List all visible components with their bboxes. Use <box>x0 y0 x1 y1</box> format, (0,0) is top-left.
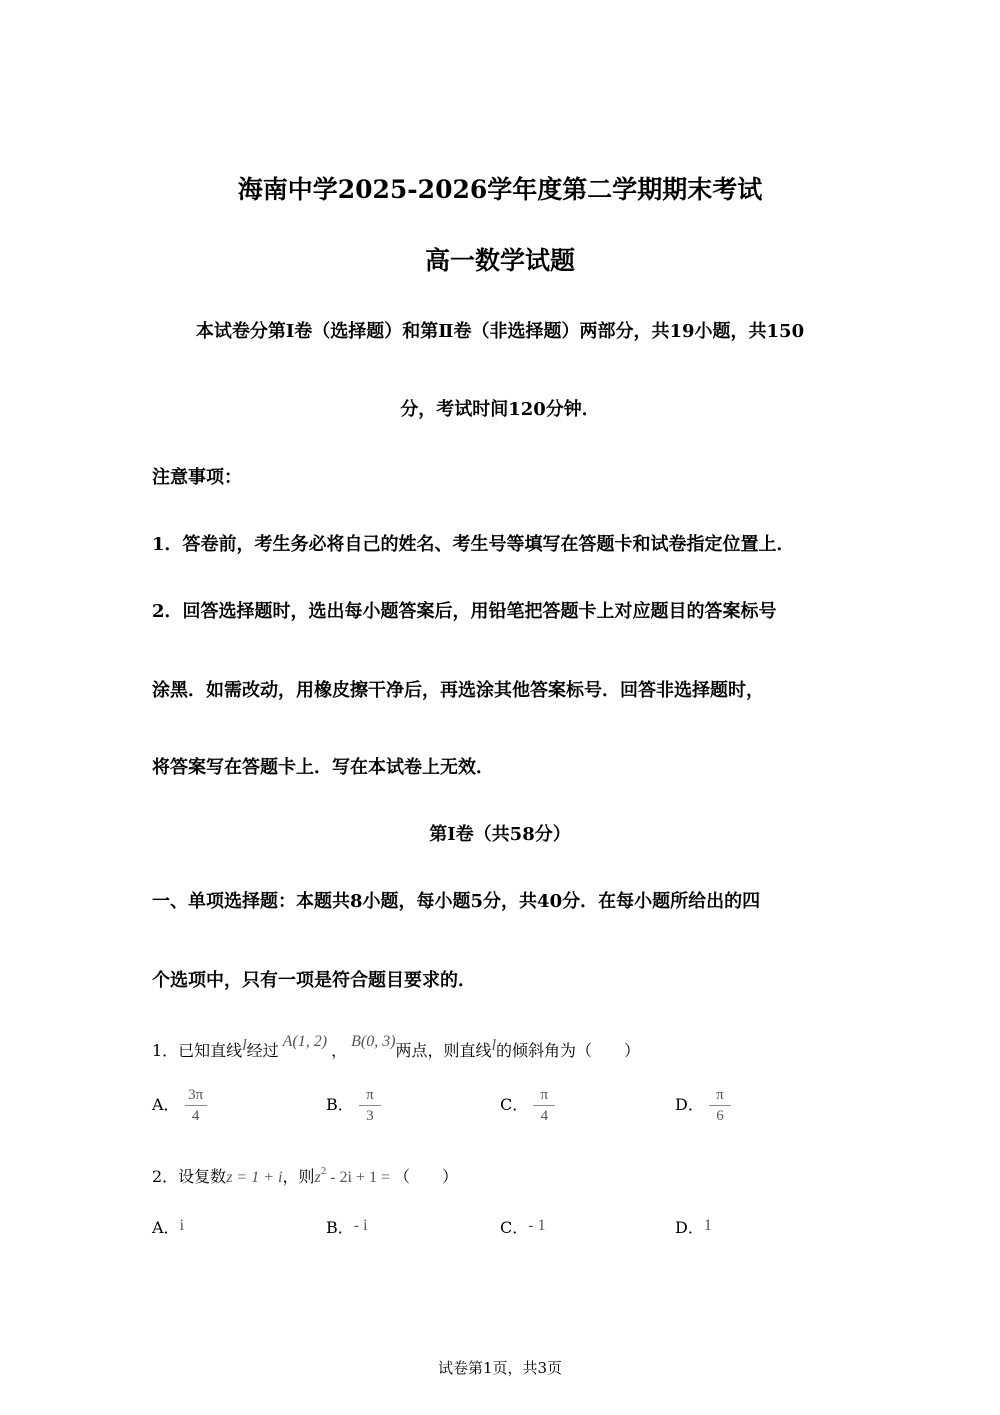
q1-mid1: 经过 <box>246 1041 279 1060</box>
q1-option-b[interactable]: B． $\frac{\pi}{3}$ <box>326 1086 381 1125</box>
notice-heading: 注意事项： <box>152 467 242 488</box>
q2-option-b-value: - i <box>353 1217 368 1234</box>
q1-suffix: 的倾斜角为（ ） <box>496 1041 641 1060</box>
section-instruction-line-1: 一、单项选择题：本题共8小题，每小题5分，共40分．在每小题所给出的四 <box>152 891 761 912</box>
q1-option-b-fraction: $\frac{\pi}{3}$ <box>359 1086 381 1125</box>
q2-expr-2-exp: 2 <box>320 1165 327 1177</box>
q2-expr-2-base: z <box>314 1169 321 1186</box>
q2-option-a-value: i <box>179 1217 185 1234</box>
notice-item-2-line-3: 将答案写在答题卡上．写在本试卷上无效． <box>152 757 494 778</box>
page-title: 海南中学2025-2026学年度第二学期期末考试 <box>237 175 763 204</box>
q2-option-c-value: - 1 <box>528 1217 546 1234</box>
q1-option-d-fraction: $\frac{\pi}{6}$ <box>709 1086 731 1125</box>
q1-option-d[interactable]: D． $\frac{\pi}{6}$ <box>675 1086 731 1125</box>
q1-option-c[interactable]: C． $\frac{\pi}{4}$ <box>500 1086 555 1125</box>
q1-option-a-fraction: $\frac{3\pi}{4}$ <box>185 1086 207 1125</box>
part1-heading: 第Ⅰ卷（共58分） <box>429 824 571 845</box>
q2-expr-1: z = 1 + i <box>226 1169 283 1186</box>
q2-mid: ，则 <box>282 1167 315 1186</box>
question-2-stem <box>152 1164 458 1187</box>
notice-item-1: 1．答卷前，考生务必将自己的姓名、考生号等填写在答题卡和试卷指定位置上． <box>152 534 795 555</box>
q2-option-d-value: 1 <box>703 1217 712 1234</box>
q2-prefix: 2．设复数 <box>152 1167 227 1186</box>
q1-mid2: 两点，则直线 <box>395 1041 492 1060</box>
page-subtitle: 高一数学试题 <box>424 246 575 275</box>
intro-line-1: 本试卷分第Ⅰ卷（选择题）和第Ⅱ卷（非选择题）两部分，共19小题，共150 <box>195 321 805 342</box>
q2-option-b[interactable]: B．- i <box>326 1217 368 1237</box>
q2-option-c[interactable]: C．- 1 <box>500 1217 546 1237</box>
q1-option-a[interactable]: A． $\frac{3\pi}{4}$ <box>152 1086 207 1125</box>
q1-line-symbol-2: l <box>491 1037 497 1054</box>
q1-comma: ， <box>331 1041 348 1060</box>
q2-expr-2-rest: - 2i + 1 = <box>326 1169 395 1186</box>
q2-option-a[interactable]: A．i <box>152 1217 185 1237</box>
q1-point-a: A(1, 2) <box>282 1033 328 1050</box>
notice-item-2-line-2: 涂黑．如需改动，用橡皮擦干净后，再选涂其他答案标号．回答非选择题时， <box>152 680 764 701</box>
q2-option-d[interactable]: D．1 <box>675 1217 712 1237</box>
notice-item-2-line-1: 2．回答选择题时，选出每小题答案后，用铅笔把答题卡上对应题目的答案标号 <box>152 601 777 622</box>
q1-option-c-fraction: $\frac{\pi}{4}$ <box>533 1086 555 1125</box>
q1-prefix: 1．已知直线 <box>152 1041 243 1060</box>
q2-suffix: （ ） <box>394 1167 459 1186</box>
section-instruction-line-2: 个选项中，只有一项是符合题目要求的． <box>152 970 476 991</box>
page-footer: 试卷第1页，共3页 <box>437 1359 563 1377</box>
intro-line-2: 分，考试时间120分钟． <box>400 399 600 420</box>
q1-line-symbol: l <box>242 1037 247 1054</box>
q1-point-b: B(0, 3) <box>351 1033 396 1050</box>
question-1-stem <box>152 1033 640 1061</box>
